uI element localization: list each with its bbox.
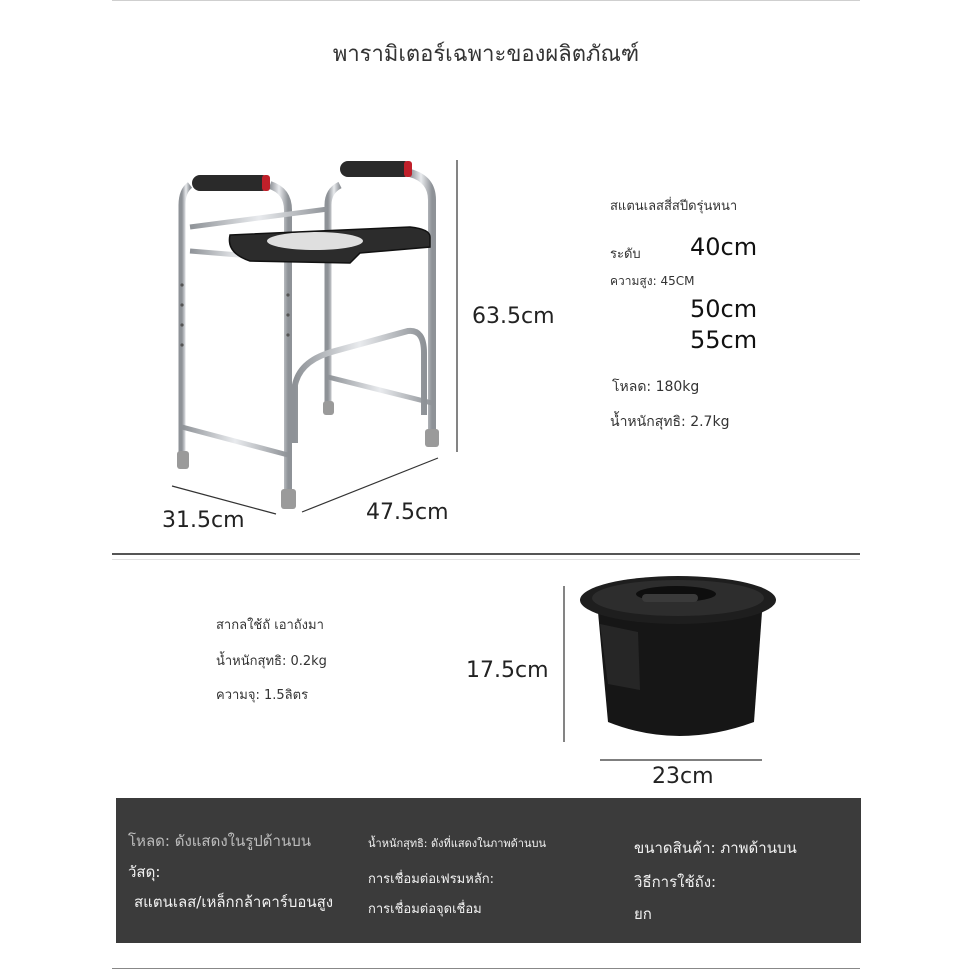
frame-depth-dim: 31.5cm <box>162 508 245 533</box>
panel-size: ขนาดสินค้า: ภาพด้านบน <box>634 839 797 857</box>
level-50: 50cm <box>690 295 758 323</box>
panel-load: โหลด: ดังแสดงในรูปด้านบน <box>128 832 312 850</box>
frame-net-weight: น้ำหนักสุทธิ: 2.7kg <box>610 414 730 430</box>
panel-usage: วิธีการใช้ถัง: <box>634 873 717 891</box>
panel-welding: การเชื่อมต่อจุดเชื่อม <box>368 902 482 917</box>
page-title: พารามิเตอร์เฉพาะของผลิตภัณฑ์ <box>332 42 640 67</box>
panel-frame-connection: การเชื่อมต่อเฟรมหลัก: <box>368 872 495 887</box>
bucket-capacity: ความจุ: 1.5ลิตร <box>216 688 309 703</box>
level-40: 40cm <box>690 233 758 261</box>
bucket-height-dim: 17.5cm <box>466 658 549 683</box>
panel-lift: ยก <box>634 905 652 923</box>
level-label: ระดับ <box>610 247 641 262</box>
panel-material-label: วัสดุ: <box>128 863 161 881</box>
bucket-illustration <box>578 572 780 744</box>
bucket-diameter-dim: 23cm <box>652 764 714 789</box>
frame-width-dim: 47.5cm <box>366 500 449 525</box>
panel-net-weight: น้ำหนักสุทธิ: ดังที่แสดงในภาพด้านบน <box>368 837 547 850</box>
bucket-universal: สากลใช้ถั เอาถังมา <box>216 618 324 633</box>
frame-load: โหลด: 180kg <box>612 379 700 395</box>
info-panel <box>116 798 861 943</box>
bucket-net-weight: น้ำหนักสุทธิ: 0.2kg <box>216 654 327 669</box>
frame-material: สแตนเลสสี่สปีดรุ่นหนา <box>610 199 738 214</box>
frame-height-spec: ความสูง: 45CM <box>610 274 695 288</box>
panel-material-value: สแตนเลส/เหล็กกล้าคาร์บอนสูง <box>134 893 334 911</box>
frame-height-dim: 63.5cm <box>472 304 555 329</box>
level-55: 55cm <box>690 326 758 354</box>
